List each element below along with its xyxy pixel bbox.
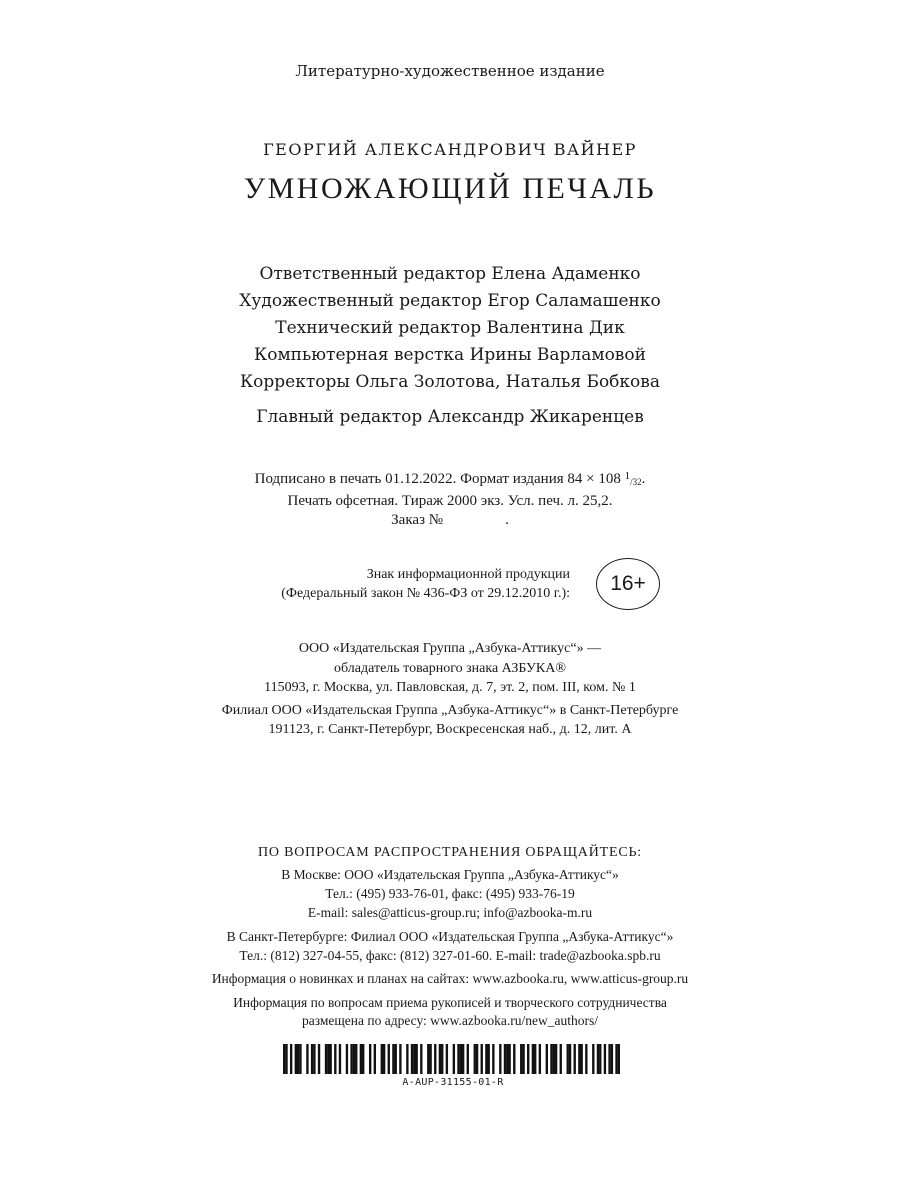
credit-responsible-editor: Ответственный редактор Елена Адаменко bbox=[259, 264, 641, 284]
barcode-bar bbox=[597, 1044, 599, 1074]
barcode-bar bbox=[369, 1044, 371, 1074]
manuscripts-url: размещена по адресу: www.azbooka.ru/new_authors/ bbox=[301, 1013, 599, 1028]
edition-type: Литературно-художественное издание bbox=[295, 62, 605, 80]
barcode-bar bbox=[460, 1044, 462, 1074]
barcode-bar bbox=[555, 1044, 557, 1074]
credit-technical-editor: Технический редактор Валентина Дик bbox=[275, 318, 625, 338]
distribution-spb: В Санкт-Петербурге: Филиал ООО «Издательская Группа „Азбука-Аттикус“» bbox=[226, 929, 674, 944]
barcode-bar bbox=[474, 1044, 476, 1074]
barcode bbox=[283, 1044, 620, 1074]
publisher-trademark: обладатель товарного знака АЗБУКА® bbox=[334, 661, 566, 676]
book-title: УМНОЖАЮЩИЙ ПЕЧАЛЬ bbox=[243, 172, 657, 205]
order-label: Заказ № bbox=[391, 512, 444, 528]
barcode-bar bbox=[585, 1044, 587, 1074]
publisher-name: ООО «Издательская Группа „Азбука-Аттикус“» — bbox=[298, 641, 602, 656]
barcode-bar bbox=[476, 1044, 478, 1074]
distribution-spb-contacts: Тел.: (812) 327-04-55, факс: (812) 327-01-60. E-mail: trade@azbooka.spb.ru bbox=[239, 948, 661, 963]
barcode-bar bbox=[504, 1044, 506, 1074]
barcode-bar bbox=[283, 1044, 285, 1074]
barcode-bar bbox=[311, 1044, 313, 1074]
barcode-bar bbox=[329, 1044, 331, 1074]
barcode-bar bbox=[420, 1044, 422, 1074]
barcode-bar bbox=[415, 1044, 417, 1074]
barcode-bar bbox=[611, 1044, 613, 1074]
barcode-code: A-AUP-31155-01-R bbox=[402, 1077, 504, 1088]
age-rating-badge: 16+ bbox=[596, 558, 660, 610]
barcode-bar bbox=[550, 1044, 552, 1074]
barcode-bar bbox=[553, 1044, 555, 1074]
barcode-bar bbox=[492, 1044, 494, 1074]
publisher-address-spb: 191123, г. Санкт-Петербург, Воскресенская наб., д. 12, лит. А bbox=[268, 722, 632, 737]
barcode-bar bbox=[569, 1044, 571, 1074]
barcode-bar bbox=[439, 1044, 441, 1074]
barcode-bar bbox=[618, 1044, 620, 1074]
barcode-bar bbox=[615, 1044, 617, 1074]
barcode-bar bbox=[318, 1044, 320, 1074]
barcode-bar bbox=[383, 1044, 385, 1074]
barcode-bar bbox=[297, 1044, 299, 1074]
barcode-bar bbox=[599, 1044, 601, 1074]
barcode-bar bbox=[441, 1044, 443, 1074]
barcode-bar bbox=[574, 1044, 576, 1074]
format-fraction-numerator: 1 bbox=[624, 470, 631, 482]
barcode-bar bbox=[604, 1044, 606, 1074]
barcode-bar bbox=[353, 1044, 355, 1074]
imprint-print-line: Печать офсетная. Тираж 2000 экз. Усл. печ. л. 25,2. bbox=[287, 493, 613, 509]
publisher-address-moscow: 115093, г. Москва, ул. Павловская, д. 7, эт. 2, пом. III, ком. № 1 bbox=[264, 680, 636, 695]
barcode-bar bbox=[313, 1044, 315, 1074]
barcode-bar bbox=[334, 1044, 336, 1074]
barcode-bar bbox=[488, 1044, 490, 1074]
order-end: . bbox=[505, 512, 509, 528]
barcode-bar bbox=[434, 1044, 436, 1074]
barcode-bar bbox=[362, 1044, 364, 1074]
imprint-signed-text: Подписано в печать 01.12.2022. Формат издания 84 × 108 bbox=[254, 471, 621, 487]
barcode-bar bbox=[395, 1044, 397, 1074]
barcode-bar bbox=[374, 1044, 376, 1074]
imprint-line-end: . bbox=[641, 471, 646, 487]
barcode-bar bbox=[388, 1044, 390, 1074]
barcode-bar bbox=[295, 1044, 297, 1074]
imprint-format-line bbox=[0, 470, 900, 488]
barcode-bar bbox=[325, 1044, 327, 1074]
barcode-bar bbox=[339, 1044, 341, 1074]
chief-editor: Главный редактор Александр Жикаренцев bbox=[256, 407, 644, 427]
imprint-order-line bbox=[0, 512, 900, 529]
barcode-bar bbox=[580, 1044, 582, 1074]
barcode-bar bbox=[285, 1044, 287, 1074]
barcode-bar bbox=[381, 1044, 383, 1074]
barcode-bar bbox=[522, 1044, 524, 1074]
info-sign-label: Знак информационной продукции bbox=[366, 567, 570, 582]
barcode-bar bbox=[457, 1044, 459, 1074]
barcode-bar bbox=[467, 1044, 469, 1074]
barcode-bar bbox=[578, 1044, 580, 1074]
distribution-moscow-phone: Тел.: (495) 933-76-01, факс: (495) 933-76-19 bbox=[325, 886, 575, 901]
format-fraction-denominator: /32 bbox=[630, 477, 642, 487]
barcode-bar bbox=[546, 1044, 548, 1074]
barcode-bar bbox=[406, 1044, 408, 1074]
barcode-bar bbox=[527, 1044, 529, 1074]
barcode-bar bbox=[560, 1044, 562, 1074]
barcode-bar bbox=[592, 1044, 594, 1074]
author-name: ГЕОРГИЙ АЛЕКСАНДРОВИЧ ВАЙНЕР bbox=[263, 140, 637, 159]
distribution-moscow: В Москве: ООО «Издательская Группа „Азбука-Аттикус“» bbox=[281, 867, 619, 882]
barcode-bar bbox=[399, 1044, 401, 1074]
barcode-bar bbox=[299, 1044, 301, 1074]
barcode-bar bbox=[499, 1044, 501, 1074]
barcode-bar bbox=[506, 1044, 508, 1074]
publisher-branch-spb: Филиал ООО «Издательская Группа „Азбука-Аттикус“» в Санкт-Петербурге bbox=[221, 703, 679, 718]
barcode-bar bbox=[462, 1044, 464, 1074]
barcode-bar bbox=[306, 1044, 308, 1074]
barcode-bar bbox=[411, 1044, 413, 1074]
barcode-bar bbox=[520, 1044, 522, 1074]
distribution-websites: Информация о новинках и планах на сайтах: www.azbooka.ru, www.atticus-group.ru bbox=[211, 971, 689, 986]
barcode-bar bbox=[392, 1044, 394, 1074]
barcode-bar bbox=[608, 1044, 610, 1074]
barcode-bar bbox=[346, 1044, 348, 1074]
barcode-bar bbox=[360, 1044, 362, 1074]
barcode-bar bbox=[539, 1044, 541, 1074]
barcode-bar bbox=[532, 1044, 534, 1074]
credit-proofreaders: Корректоры Ольга Золотова, Наталья Бобкова bbox=[240, 372, 660, 392]
barcode-bar bbox=[350, 1044, 352, 1074]
info-sign-law: (Федеральный закон № 436-ФЗ от 29.12.2010 г.): bbox=[281, 586, 570, 601]
barcode-bar bbox=[567, 1044, 569, 1074]
barcode-bar bbox=[429, 1044, 431, 1074]
barcode-bar bbox=[508, 1044, 510, 1074]
barcode-bar bbox=[427, 1044, 429, 1074]
barcode-bar bbox=[290, 1044, 292, 1074]
barcode-bar bbox=[481, 1044, 483, 1074]
barcode-bar bbox=[413, 1044, 415, 1074]
barcode-bar bbox=[534, 1044, 536, 1074]
barcode-bar bbox=[327, 1044, 329, 1074]
distribution-moscow-email: E-mail: sales@atticus-group.ru; info@azbooka-m.ru bbox=[307, 905, 593, 920]
distribution-heading: ПО ВОПРОСАМ РАСПРОСТРАНЕНИЯ ОБРАЩАЙТЕСЬ: bbox=[258, 845, 642, 860]
barcode-bar bbox=[513, 1044, 515, 1074]
barcode-bar bbox=[446, 1044, 448, 1074]
credit-layout: Компьютерная верстка Ирины Варламовой bbox=[254, 345, 646, 365]
credit-art-editor: Художественный редактор Егор Саламашенко bbox=[239, 291, 661, 311]
barcode-bar bbox=[485, 1044, 487, 1074]
barcode-bar bbox=[355, 1044, 357, 1074]
barcode-bar bbox=[453, 1044, 455, 1074]
manuscripts-info: Информация по вопросам приема рукописей и творческого сотрудничества bbox=[233, 995, 667, 1010]
